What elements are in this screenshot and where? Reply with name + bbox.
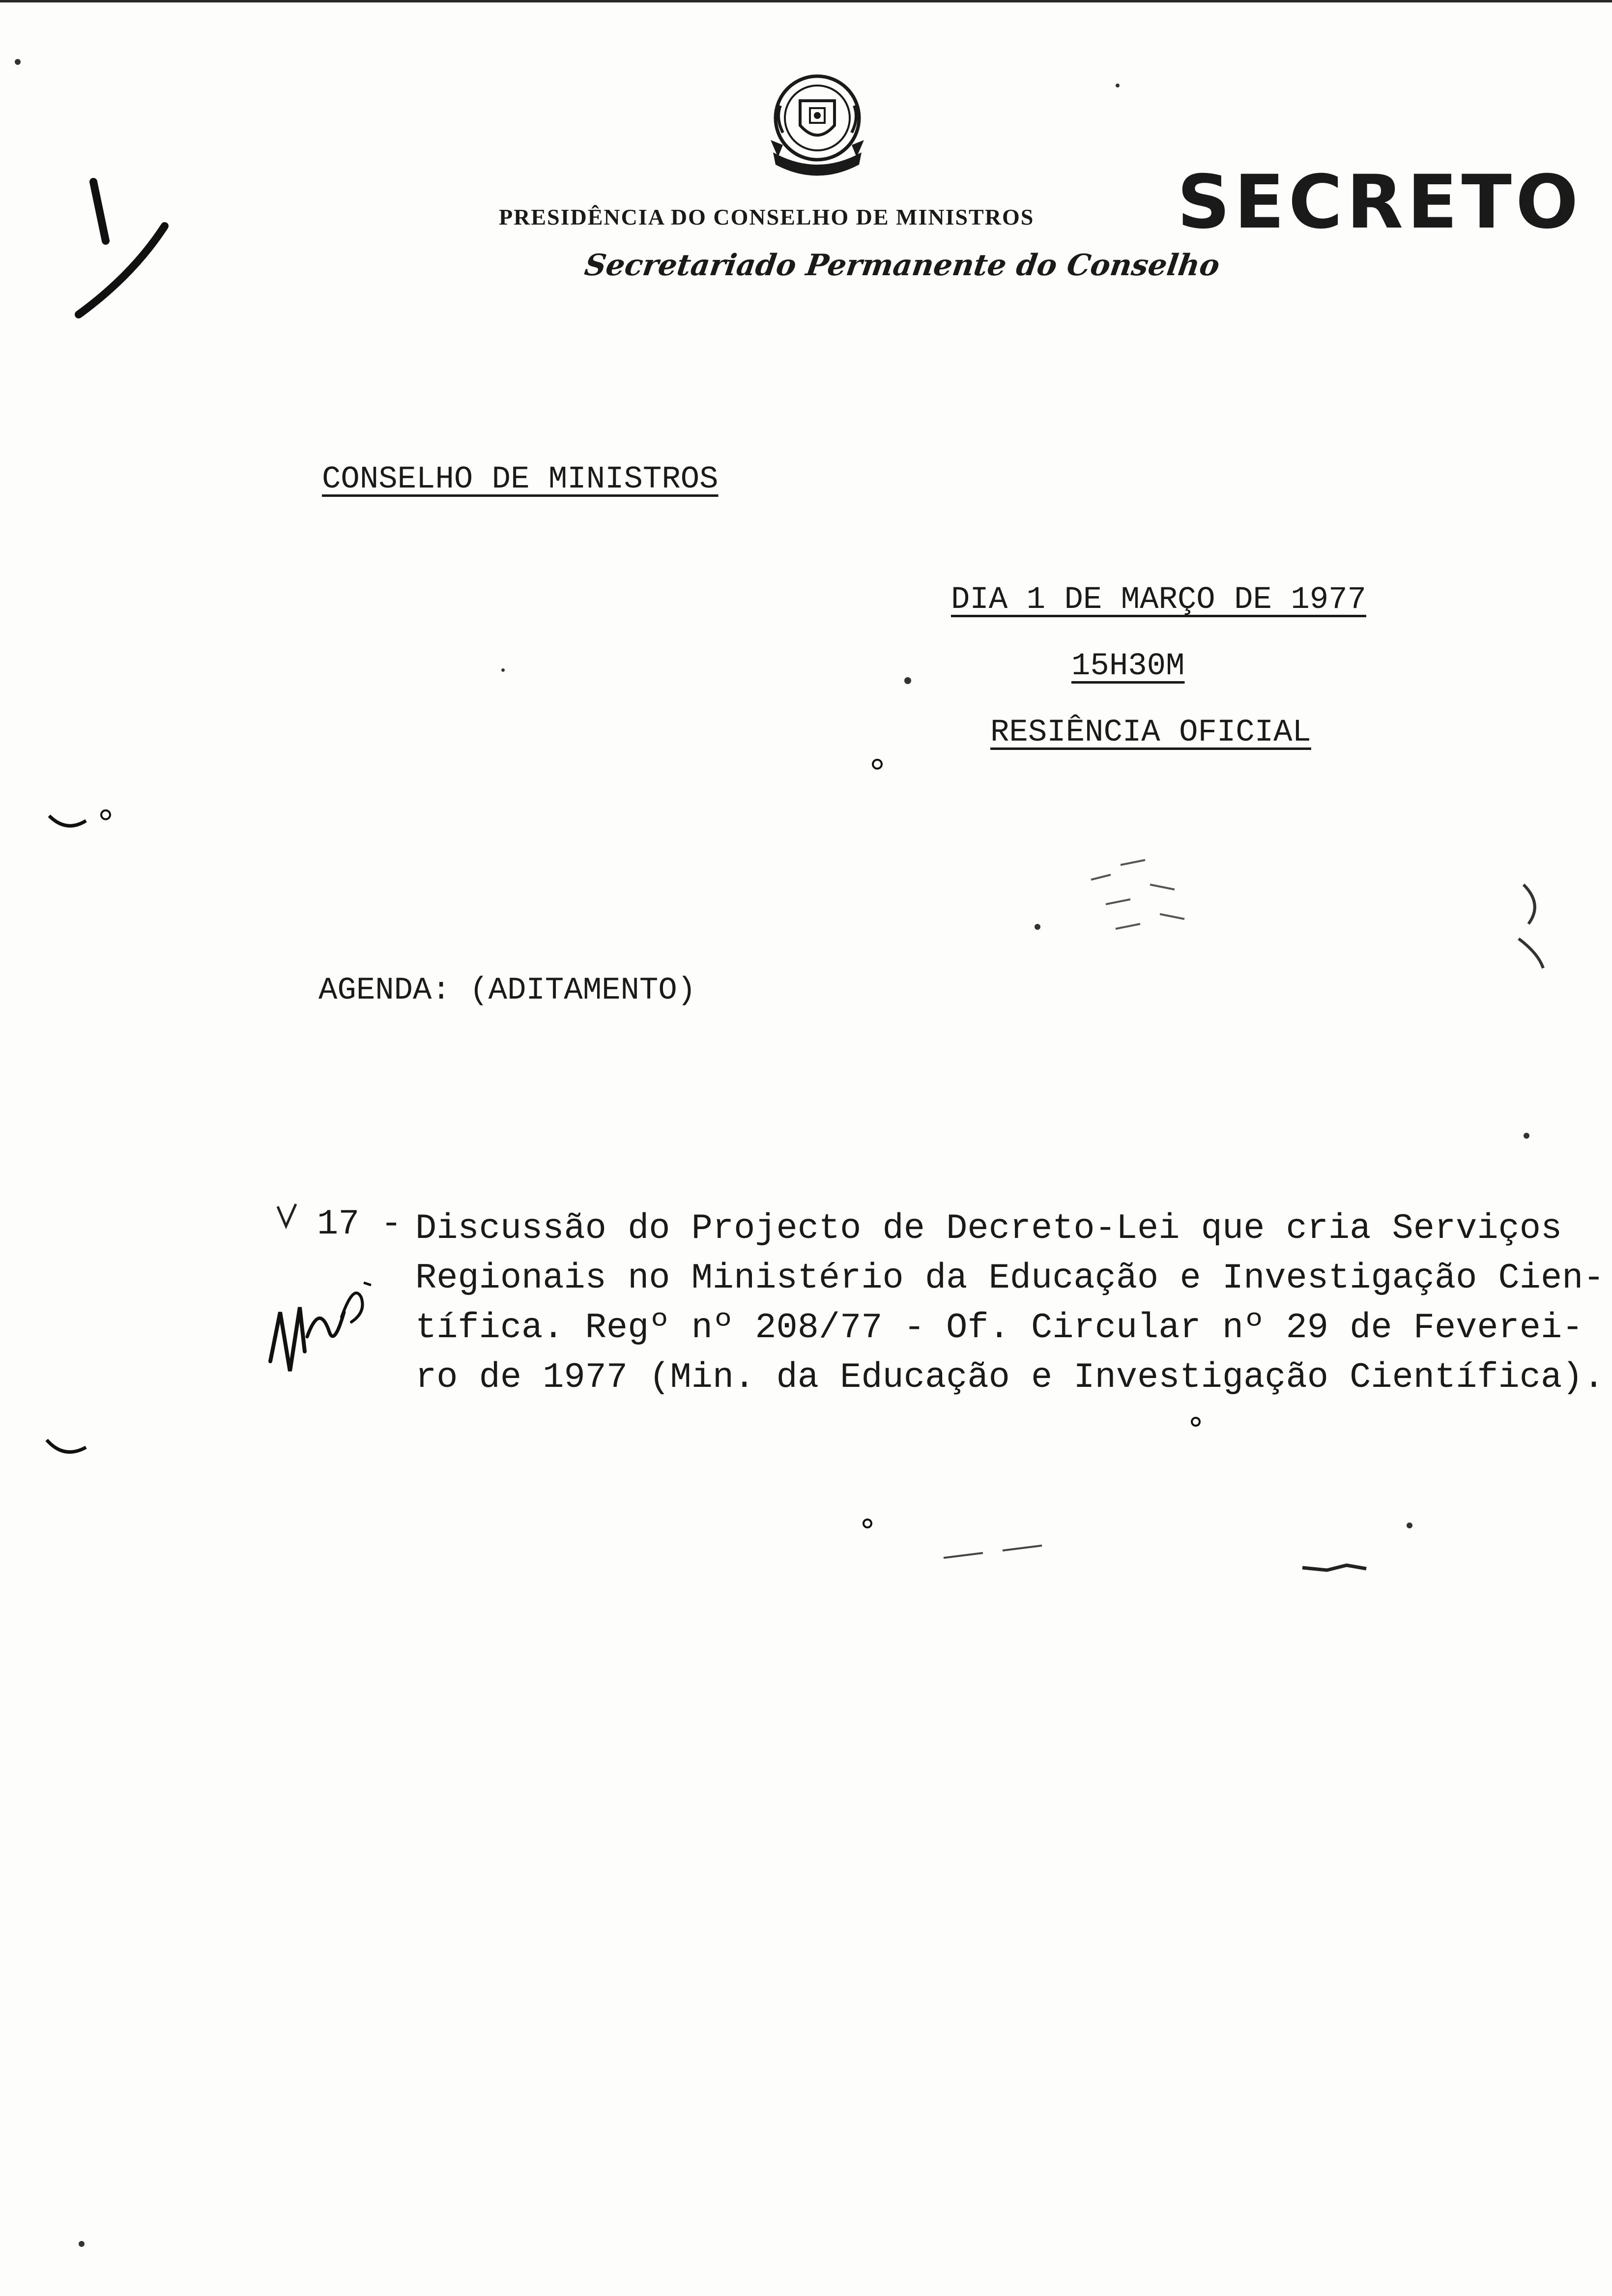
speck [1035,924,1040,930]
speck [1407,1522,1412,1528]
agenda-item-line: ro de 1977 (Min. da Educação e Investigação Científica). [415,1357,1605,1398]
coat-of-arms-seal [761,71,874,189]
speck [79,2241,85,2247]
meeting-location: RESIÊNCIA OFICIAL [990,715,1311,750]
margin-arc-mark [44,806,123,845]
classification-stamp: SECRETO [1177,160,1583,245]
speck [1116,84,1120,87]
institution-name: PRESIDÊNCIA DO CONSELHO DE MINISTROS [499,204,1035,230]
agenda-item-number: 17 - [317,1204,402,1244]
top-border-line [0,0,1612,2]
meeting-date: DIA 1 DE MARÇO DE 1977 [951,582,1366,618]
meeting-heading: CONSELHO DE MINISTROS [322,462,719,497]
speck [904,677,911,684]
speck [501,668,505,672]
speck [1524,1133,1529,1139]
agenda-label: AGENDA: (ADITAMENTO) [318,973,696,1008]
smudge-mark [1297,1558,1371,1578]
check-mark-icon [275,1202,300,1231]
speck-circle [1188,1414,1203,1429]
department-name: Secretariado Permanente do Conselho [582,248,1222,283]
handwritten-page-mark [59,167,177,329]
speck [15,59,21,65]
meeting-time: 15H30M [1071,649,1185,684]
handwritten-initials [260,1263,374,1391]
agenda-item-text [415,1204,1605,1403]
agenda-item-line: Regionais no Ministério da Educação e Investigação Cien- [415,1258,1605,1298]
speck-circle [870,757,885,772]
margin-arc-mark [44,1435,98,1464]
agenda-item-line: Discussão do Projecto de Decreto-Lei que cria Serviços [415,1208,1562,1249]
smudge-mark [1076,845,1234,948]
agenda-item-line: tífica. Regº nº 208/77 - Of. Circular nº 29 de Feverei- [415,1308,1583,1348]
smudge-mark [939,1543,1047,1563]
speck-circle [860,1516,875,1531]
smudge-mark [1509,875,1553,973]
